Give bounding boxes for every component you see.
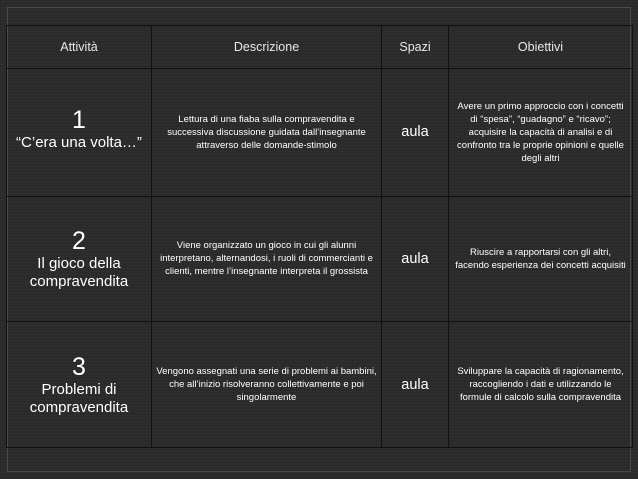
description-cell: Vengono assegnati una serie di problemi ai bambini, che all’inizio risolveranno collettivamente e poi singolarmente (152, 322, 382, 448)
activity-title: Il gioco della compravendita (29, 254, 129, 290)
header-spazi: Spazi (382, 26, 449, 69)
header-descrizione: Descrizione (152, 26, 382, 69)
activity-number: 1 (72, 106, 86, 135)
activity-cell (7, 322, 152, 448)
space-cell: aula (382, 322, 449, 448)
objective-cell: Avere un primo approccio con i concetti di “spesa”, “guadagno” e “ricavo”; acquisire la capacità di analisi e di confronto tra le proprie opinioni e quelle degli altri (449, 69, 633, 197)
header-obiettivi: Obiettivi (449, 26, 633, 69)
activity-number: 2 (72, 226, 86, 255)
table-row (7, 69, 633, 197)
activity-table (6, 25, 633, 448)
description-cell: Viene organizzato un gioco in cui gli alunni interpretano, alternandosi, i ruoli di commercianti e clienti, mentre l’insegnante interpreta il grossista (152, 196, 382, 322)
space-cell: aula (382, 196, 449, 322)
objective-cell: Riuscire a rapportarsi con gli altri, facendo esperienza dei concetti acquisiti (449, 196, 633, 322)
header-attivita: Attività (7, 26, 152, 69)
activity-cell (7, 69, 152, 197)
description-cell: Lettura di una fiaba sulla compravendita e successiva discussione guidata dall’insegnante attraverso delle domande-stimolo (152, 69, 382, 197)
table-header-row (7, 26, 633, 69)
activity-title: Problemi di compravendita (29, 380, 129, 416)
activity-cell (7, 196, 152, 322)
activity-title: “C’era una volta…” (16, 134, 142, 152)
table-row (7, 196, 633, 322)
table-row (7, 322, 633, 448)
activity-number: 3 (72, 352, 86, 381)
objective-cell: Sviluppare la capacità di ragionamento, raccogliendo i dati e utilizzando le formule di calcolo sulla compravendita (449, 322, 633, 448)
space-cell: aula (382, 69, 449, 197)
